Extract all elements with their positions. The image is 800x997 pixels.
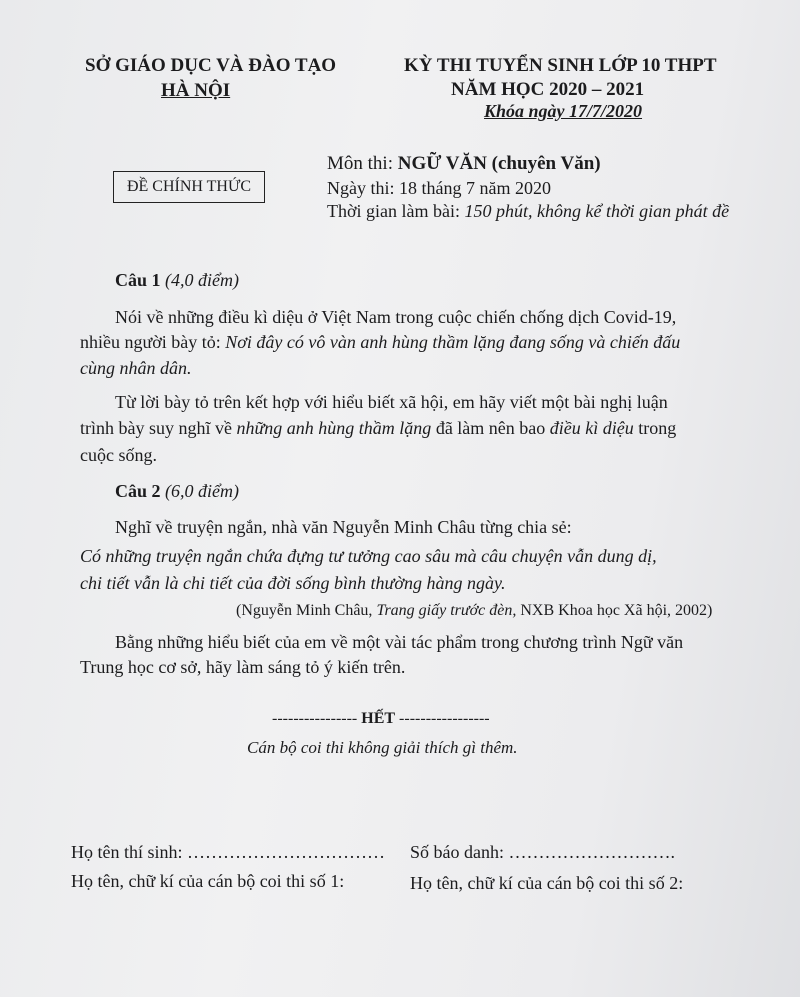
end-dashes-right: ----------------- — [399, 710, 490, 727]
q1-p2-line2 — [80, 418, 676, 439]
q1-p2-line2-c: đã làm nên bao — [435, 418, 546, 438]
question1-title: Câu 1 — [115, 270, 161, 290]
q2-task-line1: Bằng những hiểu biết của em về một vài tác phẩm trong chương trình Ngữ văn — [115, 632, 684, 652]
q1-p2-line3: cuộc sống. — [80, 445, 157, 465]
q1-p2-line2-a: trình bày suy nghĩ về — [80, 418, 232, 438]
date-line — [327, 178, 551, 199]
q1-p1-line2 — [80, 332, 680, 353]
end-marker — [272, 710, 490, 728]
q2-intro: Nghĩ về truyện ngắn, nhà văn Nguyễn Minh Châu từng chia sẻ: — [115, 517, 572, 537]
official-label-box — [113, 171, 265, 203]
proctor2-signature: Họ tên, chữ kí của cán bộ coi thi số 2: — [410, 873, 684, 893]
q1-p2-line2-d: điều kì diệu — [549, 418, 634, 438]
subject-line — [327, 153, 601, 175]
subject-label: Môn thi: — [327, 153, 393, 174]
q2-source-a: (Nguyễn Minh Châu, — [236, 602, 373, 619]
time-label: Thời gian làm bài: — [327, 201, 460, 221]
date-value: 18 tháng 7 năm 2020 — [399, 178, 551, 198]
q1-p1-line2-italic: Nơi đây có vô vàn anh hùng thầm lặng đang sống và chiến đấu — [225, 332, 681, 352]
city-name: HÀ NỘI — [161, 80, 231, 101]
q2-source-c: NXB Khoa học Xã hội, 2002) — [520, 602, 713, 619]
question2-heading — [115, 481, 239, 502]
end-dashes-left: ---------------- — [272, 710, 358, 727]
candidate-name-field: Họ tên thí sinh: …………………………… — [71, 842, 385, 862]
candidate-number-field: Số báo danh: ………………………. — [410, 842, 675, 862]
q1-p1-line1: Nói về những điều kì diệu ở Việt Nam trong cuộc chiến chống dịch Covid-19, — [115, 307, 677, 327]
question1-points: (4,0 điểm) — [165, 270, 239, 290]
exam-session: Khóa ngày 17/7/2020 — [484, 101, 643, 121]
q1-p1-line2-normal: nhiều người bày tỏ: — [80, 332, 221, 352]
q2-source — [236, 602, 712, 620]
q2-source-b: Trang giấy trước đèn, — [376, 602, 517, 619]
question2-points: (6,0 điểm) — [165, 481, 239, 501]
question2-title: Câu 2 — [115, 481, 161, 501]
q2-task-line2: Trung học cơ sở, hãy làm sáng tỏ ý kiến trên. — [80, 657, 406, 677]
question1-heading — [115, 270, 239, 291]
q2-quote-line2: chi tiết vẫn là chi tiết của đời sống bình thường hàng ngày. — [80, 573, 506, 593]
proctor-note: Cán bộ coi thi không giải thích gì thêm. — [247, 738, 518, 757]
q1-p1-line3: cùng nhân dân. — [80, 358, 192, 378]
subject-value: NGỮ VĂN (chuyên Văn) — [397, 153, 601, 174]
date-label: Ngày thi: — [327, 178, 395, 198]
exam-title: KỲ THI TUYỂN SINH LỚP 10 THPT — [404, 55, 717, 76]
school-year: NĂM HỌC 2020 – 2021 — [451, 79, 645, 100]
time-line — [327, 201, 729, 222]
q1-p2-line1: Từ lời bày tỏ trên kết hợp với hiểu biết xã hội, em hãy viết một bài nghị luận — [115, 392, 668, 412]
q1-p2-line2-b: những anh hùng thầm lặng — [236, 418, 432, 438]
q1-p2-line2-e: trong — [638, 418, 677, 438]
proctor1-signature: Họ tên, chữ kí của cán bộ coi thi số 1: — [71, 871, 345, 891]
department-name: SỞ GIÁO DỤC VÀ ĐÀO TẠO — [85, 55, 337, 76]
q2-quote-line1: Có những truyện ngắn chứa đựng tư tưởng cao sâu mà câu chuyện vẫn dung dị, — [80, 546, 657, 566]
official-label: ĐỀ CHÍNH THỨC — [126, 178, 252, 195]
end-word: HẾT — [361, 710, 396, 727]
time-value: 150 phút, không kể thời gian phát đề — [464, 201, 730, 221]
